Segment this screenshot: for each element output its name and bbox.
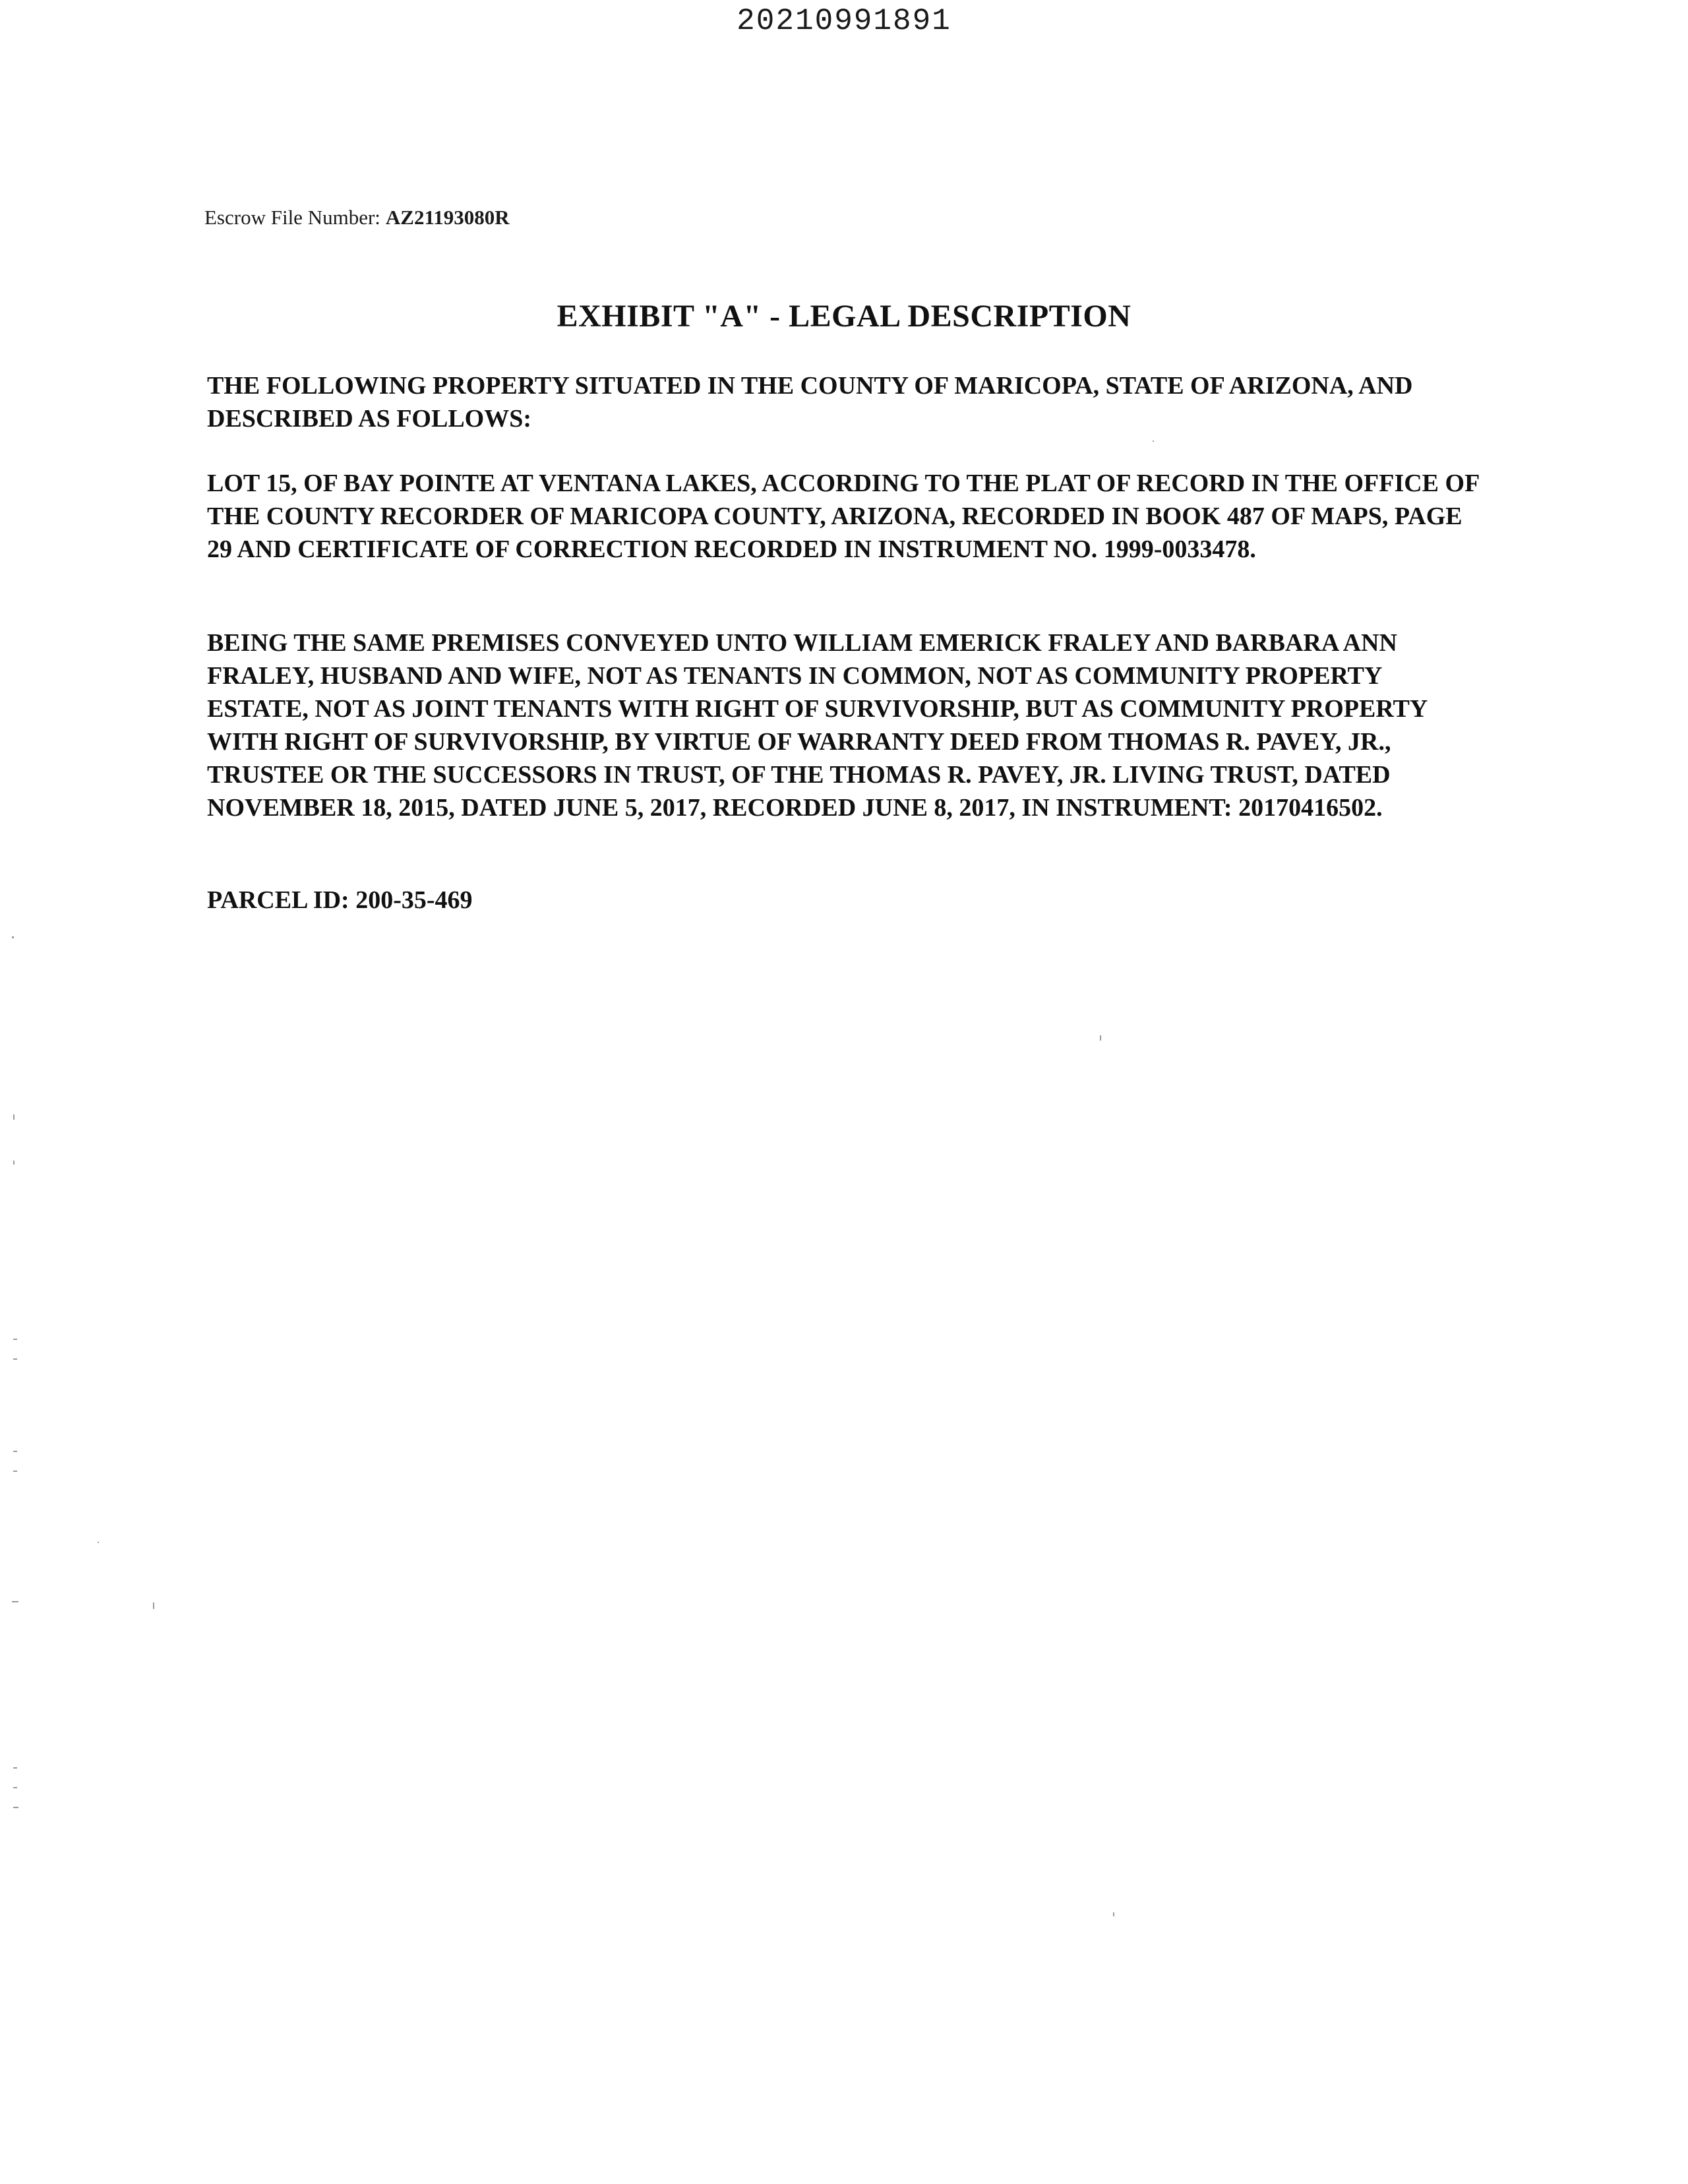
scan-speck	[1100, 1035, 1101, 1041]
conveyance-paragraph: BEING THE SAME PREMISES CONVEYED UNTO WILLIAM EMERICK FRALEY AND BARBARA ANN FRALEY, HUSBAND AND WIFE, NOT AS TENANTS IN COMMON, NOT AS COMMUNITY PROPERTY ESTATE, NOT AS JOINT TENANTS WITH RIGHT OF SURVIVORSHIP, BUT AS COMMUNITY PROPERTY WITH RIGHT OF SURVIVORSHIP, BY VIRTUE OF WARRANTY DEED FROM THOMAS R. PAVEY, JR., TRUSTEE OR THE SUCCESSORS IN TRUST, OF THE THOMAS R. PAVEY, JR. LIVING TRUST, DATED NOVEMBER 18, 2015, DATED JUNE 5, 2017, RECORDED JUNE 8, 2017, IN INSTRUMENT: 20170416502.	[207, 629, 1427, 822]
escrow-file-line	[204, 206, 510, 229]
scan-speck	[1153, 440, 1154, 442]
recording-number: 20210991891	[737, 4, 951, 38]
scan-speck	[153, 1602, 154, 1609]
scan-speck	[12, 936, 14, 938]
scan-speck	[1113, 1912, 1114, 1916]
scan-speck	[98, 1542, 99, 1543]
scan-speck	[13, 1471, 17, 1472]
escrow-label: Escrow File Number:	[204, 206, 380, 229]
scan-speck	[13, 1114, 15, 1120]
exhibit-title: EXHIBIT "A" - LEGAL DESCRIPTION	[557, 299, 1131, 334]
scan-speck	[13, 1807, 18, 1808]
escrow-number: AZ21193080R	[385, 206, 510, 229]
scan-speck	[13, 1339, 17, 1340]
lot-description-paragraph: LOT 15, OF BAY POINTE AT VENTANA LAKES, ACCORDING TO THE PLAT OF RECORD IN THE OFFICE OF THE COUNTY RECORDER OF MARICOPA COUNTY, ARIZONA, RECORDED IN BOOK 487 OF MAPS, PAGE 29 AND CERTIFICATE OF CORRECTION RECORDED IN INSTRUMENT NO. 1999-0033478.	[207, 470, 1479, 563]
scan-speck	[13, 1358, 17, 1360]
property-location-paragraph: THE FOLLOWING PROPERTY SITUATED IN THE COUNTY OF MARICOPA, STATE OF ARIZONA, AND DESCRIBED AS FOLLOWS:	[207, 372, 1413, 433]
scan-speck	[13, 1161, 15, 1165]
scan-speck	[13, 1451, 17, 1452]
scan-speck	[13, 1767, 17, 1769]
scan-speck	[12, 1601, 18, 1602]
scan-speck	[13, 1787, 17, 1788]
parcel-id: PARCEL ID: 200-35-469	[207, 886, 473, 914]
